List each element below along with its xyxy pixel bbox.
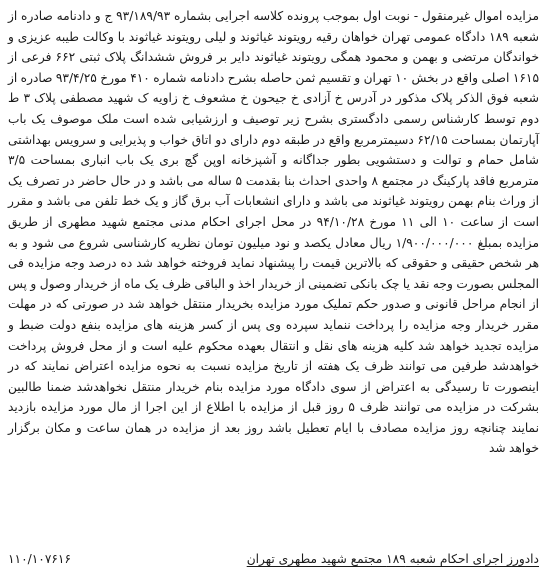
reference-number: ۱۱۰/۱۰۷۶۱۶ xyxy=(8,552,72,566)
auction-notice xyxy=(8,6,539,570)
signature-line: دادورز اجرای احکام شعبه ۱۸۹ مجتمع شهید مطهری تهران xyxy=(246,552,539,566)
notice-footer xyxy=(8,548,539,570)
notice-body-text: مزایده اموال غیرمنقول - نوبت اول بموجب پرونده کلاسه اجرایی بشماره ۹۳/۱۸۹/۹۳ ج و دادنامه صادره از شعبه ۱۸۹ دادگاه عمومی تهران خواهان رقیه رویتوند غیاثوند و لیلی رویتوند غیاثوند با وکالت طیبه عزیزی و خواندگان مرتضی و بهمن و محمود همگی رویتوند غیاثوند دایر بر فروش ششدانگ پلاک ثبتی ۶۶۲ فرعی از ۱۶۱۵ اصلی واقع در بخش ۱۰ تهران و تقسیم ثمن حاصله بشرح دادنامه شماره ۴۱۰ مورخ ۹۳/۴/۲۵ صادره از شعبه فوق الذکر پلاک مذکور در آدرس خ آزادی خ جیحون خ مشعوف خ زاویه ک شهید مصطفی پلاک ۳ ط دوم توسط کارشناس رسمی دادگستری بشرح زیر توصیف و ارزشیابی شده است ملک موصوف یک باب آپارتمان بمساحت ۶۲/۱۵ دسیمترمربع واقع در طبقه دوم دارای دو اتاق خواب و پذیرایی و سرویس بهداشتی شامل حمام و توالت و دستشویی بطور جداگانه و آشپزخانه اوپن گچ بری یک باب انباری بمساحت ۳/۵ مترمربع فاقد پارکینگ در مجتمع ۸ واحدی احداث بنا بقدمت ۵ ساله می باشد و در حال حاضر در تصرف یک از وراث بنام بهمن رویتوند غیاثوند می باشد و دارای انشعابات آب برق گاز و یک خط تلفن می باشد و مقرر است از ساعت ۱۰ الی ۱۱ مورخ ۹۴/۱۰/۲۸ در محل اجرای احکام مدنی مجتمع شهید مطهری از طریق مزایده بمبلغ ۱/۹۰۰/۰۰۰/۰۰۰ ریال معادل یکصد و نود میلیون تومان نظریه کارشناسی شروع می شود و به هر شخص حقیقی و حقوقی که بالاترین قیمت را پیشنهاد نماید فروخته خواهد شد ده درصد وجه مزایده فی المجلس بصورت وجه نقد یا چک بانکی تضمینی از خریدار اخذ و الباقی ظرف یک ماه از خریدار وصول و پس از انجام مراحل قانونی و صدور حکم تملیک مورد مزایده بخریدار منتقل خواهد شد در صورتی که در مهلت مقرر خریدار وجه مزایده را پرداخت ننماید سپرده وی پس از کسر هزینه های مزایده بنفع دولت ضبط و مزایده تجدید خواهد شد کلیه هزینه های نقل و انتقال بعهده محکوم علیه است و از محل فروش پرداخت خواهدشد طرفین می توانند ظرف یک هفته از تاریخ مزایده نسبت به نحوه مزایده اعتراض نمایند که در اینصورت تا رسیدگی به اعتراض از سوی دادگاه مورد مزایده بنام خریدار منتقل نخواهدشد ضمنا طالبین بشرکت در مزایده می توانند ظرف ۵ روز قبل از مزایده با اطلاع از این اجرا از مال مورد مزایده بازدید نمایند چنانچه روز مزایده مصادف با ایام تعطیل باشد روز بعد از مزایده در همان ساعت و مکان برگزار خواهد شد xyxy=(8,9,540,456)
